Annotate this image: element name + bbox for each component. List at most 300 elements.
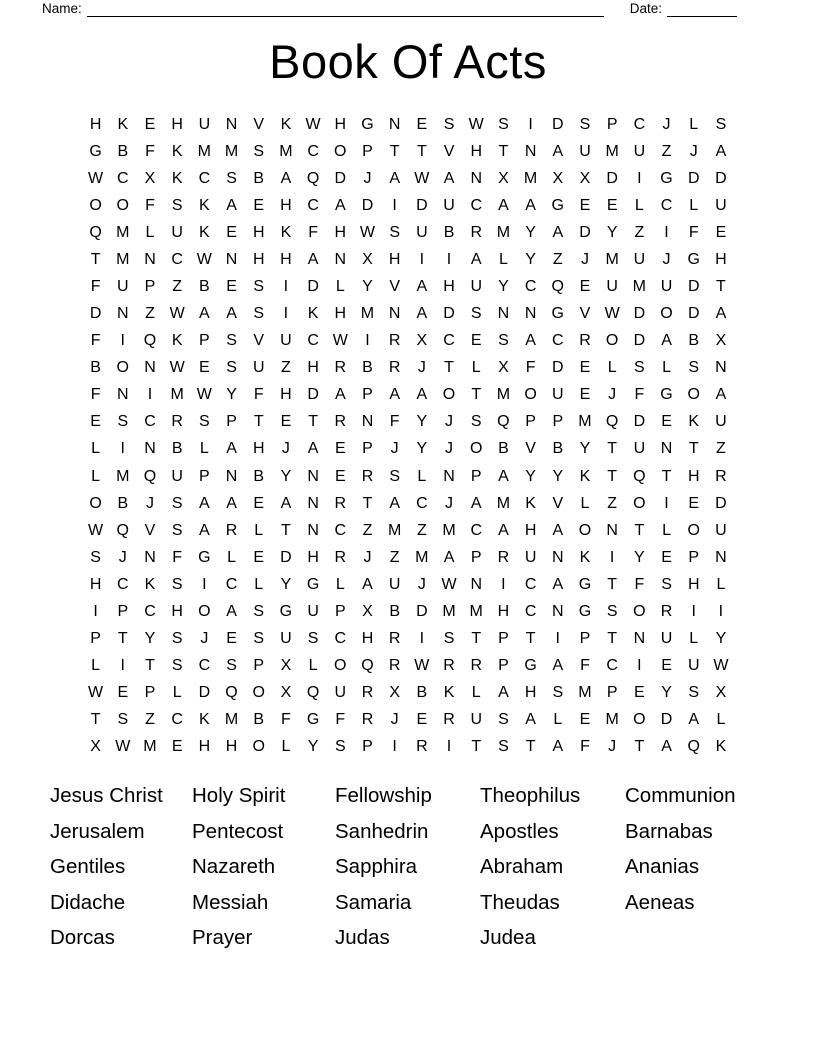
- grid-letter: B: [498, 440, 509, 458]
- grid-letter: N: [606, 521, 618, 539]
- grid-letter: M: [496, 386, 511, 404]
- grid-letter: C: [443, 332, 455, 350]
- word-list-column: [335, 778, 480, 956]
- grid-letter: J: [390, 711, 399, 729]
- grid-letter: O: [198, 602, 211, 620]
- grid-letter: A: [334, 386, 346, 404]
- header: [42, 1, 737, 17]
- name-label: Name:: [42, 1, 82, 16]
- grid-letter: F: [145, 196, 155, 214]
- grid-letter: K: [280, 115, 292, 133]
- grid-letter: O: [578, 521, 592, 539]
- grid-letter: Q: [633, 467, 646, 485]
- grid-letter: Y: [606, 223, 618, 241]
- grid-letter: M: [224, 711, 239, 729]
- grid-letter: A: [715, 305, 727, 323]
- grid-letter: X: [362, 602, 373, 620]
- grid-letter: W: [115, 738, 131, 756]
- word-item: Sanhedrin: [335, 819, 429, 843]
- grid-letter: A: [552, 657, 564, 675]
- grid-letter: Q: [143, 467, 157, 485]
- grid-letter: A: [525, 711, 536, 729]
- grid-letter: Z: [145, 305, 155, 323]
- grid-letter: S: [253, 142, 265, 160]
- grid-letter: L: [689, 115, 699, 133]
- grid-letter: O: [660, 305, 673, 323]
- grid-letter: N: [144, 548, 156, 566]
- grid-letter: P: [362, 738, 373, 756]
- grid-letter: D: [198, 684, 211, 702]
- grid-letter: L: [335, 575, 345, 593]
- grid-letter: T: [661, 467, 672, 485]
- grid-letter: R: [388, 630, 401, 648]
- grid-letter: P: [498, 657, 509, 675]
- grid-letter: P: [498, 630, 509, 648]
- grid-letter: N: [144, 359, 156, 377]
- grid-letter: R: [334, 359, 347, 377]
- grid-letter: C: [171, 250, 183, 268]
- grid-letter: A: [552, 142, 564, 160]
- grid-letter: E: [661, 548, 672, 566]
- grid-letter: F: [525, 359, 536, 377]
- grid-letter: C: [524, 602, 537, 620]
- grid-letter: M: [387, 521, 402, 539]
- grid-letter: X: [498, 359, 509, 377]
- grid-letter: N: [715, 548, 727, 566]
- grid-letter: O: [524, 386, 537, 404]
- grid-letter: F: [281, 711, 291, 729]
- grid-letter: M: [224, 142, 239, 160]
- grid-letter: C: [144, 602, 156, 620]
- grid-letter: Y: [416, 413, 428, 431]
- word-item: Prayer: [192, 926, 253, 949]
- grid-letter: A: [661, 738, 672, 756]
- grid-letter: Q: [687, 738, 700, 756]
- grid-letter: P: [470, 548, 482, 566]
- grid-letter: C: [198, 169, 211, 187]
- grid-letter: A: [552, 738, 564, 756]
- name-blank-line: [87, 1, 604, 17]
- grid-letter: B: [389, 602, 400, 620]
- grid-letter: C: [470, 521, 482, 539]
- grid-letter: I: [202, 575, 207, 593]
- grid-letter: A: [525, 196, 536, 214]
- grid-letter: T: [362, 494, 373, 512]
- grid-letter: L: [471, 359, 481, 377]
- grid-letter: G: [361, 115, 374, 133]
- grid-letter: Z: [661, 142, 672, 160]
- grid-letter: L: [607, 359, 617, 377]
- grid-letter: Q: [143, 332, 157, 350]
- grid-letter: A: [715, 386, 727, 404]
- grid-letter: H: [280, 250, 292, 268]
- grid-letter: U: [280, 630, 292, 648]
- grid-letter: J: [445, 440, 454, 458]
- grid-letter: Y: [525, 250, 536, 268]
- word-item: Theudas: [480, 890, 560, 914]
- grid-letter: E: [606, 196, 618, 214]
- grid-letter: U: [687, 657, 700, 675]
- grid-letter: S: [552, 684, 564, 702]
- grid-letter: K: [171, 169, 183, 187]
- grid-letter: M: [415, 548, 429, 566]
- grid-letter: T: [389, 142, 400, 160]
- grid-letter: K: [579, 548, 591, 566]
- grid-letter: Y: [362, 278, 373, 295]
- grid-letter: C: [117, 575, 129, 593]
- grid-letter: A: [416, 386, 428, 404]
- grid-letter: J: [281, 440, 290, 458]
- grid-letter: K: [280, 223, 292, 241]
- grid-letter: A: [688, 711, 700, 729]
- grid-letter: D: [552, 359, 564, 377]
- grid-letter: E: [171, 738, 183, 756]
- grid-letter: I: [147, 386, 153, 404]
- grid-letter: H: [524, 684, 537, 702]
- grid-letter: P: [470, 467, 482, 485]
- grid-letter: U: [470, 278, 482, 295]
- grid-letter: H: [307, 359, 319, 377]
- grid-letter: X: [144, 169, 156, 187]
- grid-letter: A: [470, 494, 482, 512]
- grid-letter: C: [117, 169, 129, 187]
- grid-letter: Y: [280, 575, 292, 593]
- grid-letter: Z: [716, 440, 726, 458]
- grid-letter: U: [715, 196, 727, 214]
- grid-letter: C: [307, 332, 319, 350]
- grid-letter: S: [389, 223, 400, 241]
- grid-letter: S: [199, 413, 210, 431]
- grid-letter: T: [90, 711, 101, 729]
- grid-letter: P: [552, 413, 564, 431]
- grid-letter: N: [361, 413, 374, 431]
- grid-letter: A: [199, 521, 210, 539]
- grid-letter: T: [308, 413, 318, 431]
- grid-letter: R: [470, 657, 482, 675]
- grid-letter: J: [390, 440, 399, 458]
- grid-letter: P: [90, 630, 101, 648]
- grid-letter: A: [443, 169, 455, 187]
- word-item: Samaria: [335, 890, 412, 914]
- grid-letter: G: [660, 169, 673, 187]
- word-item: Apostles: [480, 819, 559, 843]
- grid-letter: A: [715, 142, 727, 160]
- grid-letter: S: [253, 305, 265, 323]
- grid-letter: A: [280, 494, 292, 512]
- grid-letter: S: [498, 711, 509, 729]
- grid-letter: S: [171, 630, 183, 648]
- grid-letter: D: [715, 169, 727, 187]
- grid-letter: V: [443, 142, 455, 160]
- grid-letter: P: [144, 684, 156, 702]
- word-item: Sapphira: [335, 855, 418, 878]
- grid-letter: E: [579, 196, 591, 214]
- grid-letter: Z: [172, 278, 183, 295]
- word-search-grid: [82, 111, 735, 761]
- grid-letter: F: [172, 548, 183, 566]
- grid-letter: U: [633, 142, 646, 160]
- grid-letter: A: [389, 494, 400, 512]
- word-item: Gentiles: [50, 855, 126, 878]
- grid-letter: B: [171, 440, 183, 458]
- grid-letter: J: [417, 575, 426, 593]
- grid-letter: S: [171, 521, 183, 539]
- grid-letter: A: [552, 521, 564, 539]
- grid-letter: Y: [661, 684, 672, 702]
- grid-letter: M: [116, 250, 130, 268]
- grid-letter: U: [470, 711, 482, 729]
- grid-letter: R: [497, 548, 510, 566]
- grid-letter: X: [416, 332, 428, 350]
- grid-letter: J: [417, 359, 426, 377]
- grid-letter: J: [118, 548, 127, 566]
- grid-letter: U: [198, 115, 211, 133]
- grid-letter: H: [89, 575, 102, 593]
- grid-letter: A: [362, 575, 373, 593]
- grid-letter: I: [419, 630, 425, 648]
- grid-letter: F: [634, 386, 645, 404]
- grid-letter: O: [116, 359, 129, 377]
- grid-letter: E: [90, 413, 101, 431]
- grid-letter: H: [524, 521, 537, 539]
- word-item: Holy Spirit: [192, 784, 286, 807]
- grid-letter: T: [416, 142, 427, 160]
- grid-letter: I: [392, 738, 397, 756]
- grid-letter: X: [280, 657, 292, 675]
- grid-letter: I: [664, 223, 669, 241]
- grid-letter: M: [496, 494, 511, 512]
- grid-letter: T: [634, 738, 645, 756]
- grid-letter: G: [89, 142, 102, 160]
- word-item: Fellowship: [335, 784, 432, 807]
- grid-letter: T: [525, 630, 536, 648]
- grid-letter: K: [171, 142, 183, 160]
- grid-letter: H: [252, 223, 265, 241]
- grid-letter: S: [334, 738, 346, 756]
- grid-letter: S: [688, 684, 700, 702]
- grid-letter: C: [307, 142, 319, 160]
- grid-letter: H: [334, 305, 347, 323]
- grid-letter: T: [117, 630, 128, 648]
- grid-letter: V: [389, 278, 400, 295]
- grid-letter: T: [471, 738, 482, 756]
- grid-letter: O: [116, 196, 129, 214]
- word-item: Judea: [480, 926, 536, 949]
- grid-letter: H: [687, 467, 700, 485]
- grid-letter: E: [253, 196, 265, 214]
- grid-letter: S: [253, 602, 265, 620]
- grid-letter: R: [388, 359, 401, 377]
- grid-letter: J: [363, 548, 372, 566]
- grid-letter: E: [280, 413, 292, 431]
- grid-letter: W: [468, 115, 484, 133]
- grid-letter: V: [525, 440, 536, 458]
- grid-letter: T: [145, 657, 155, 675]
- grid-letter: G: [551, 305, 564, 323]
- grid-letter: A: [498, 196, 509, 214]
- grid-letter: L: [91, 440, 101, 458]
- grid-letter: T: [253, 413, 264, 431]
- grid-letter: J: [445, 413, 454, 431]
- grid-letter: Z: [362, 521, 373, 539]
- grid-letter: V: [579, 305, 591, 323]
- grid-letter: W: [414, 657, 430, 675]
- grid-letter: S: [470, 305, 482, 323]
- grid-letter: L: [662, 359, 671, 377]
- grid-letter: M: [496, 223, 511, 241]
- grid-letter: I: [555, 630, 560, 648]
- grid-letter: Z: [552, 250, 563, 268]
- grid-letter: Y: [525, 223, 536, 241]
- grid-letter: N: [443, 467, 455, 485]
- grid-letter: U: [416, 223, 428, 241]
- grid-letter: S: [226, 657, 237, 675]
- grid-letter: N: [552, 602, 564, 620]
- grid-letter: I: [609, 548, 615, 566]
- grid-letter: B: [362, 359, 373, 377]
- grid-letter: U: [524, 548, 537, 566]
- grid-letter: A: [661, 332, 672, 350]
- grid-letter: R: [361, 711, 374, 729]
- grid-letter: L: [91, 657, 101, 675]
- grid-letter: D: [307, 278, 319, 295]
- grid-letter: T: [634, 521, 645, 539]
- grid-letter: U: [633, 250, 646, 268]
- word-item: Nazareth: [192, 855, 276, 878]
- grid-letter: D: [552, 115, 564, 133]
- grid-letter: X: [90, 738, 101, 756]
- grid-letter: Z: [145, 711, 155, 729]
- grid-letter: Z: [634, 223, 645, 241]
- grid-letter: E: [199, 359, 210, 377]
- grid-letter: F: [145, 142, 155, 160]
- grid-letter: G: [524, 657, 537, 675]
- grid-letter: O: [334, 142, 347, 160]
- grid-letter: P: [226, 413, 237, 431]
- grid-letter: S: [226, 359, 237, 377]
- grid-letter: F: [90, 332, 101, 350]
- word-item: Ananias: [625, 855, 700, 878]
- grid-letter: S: [443, 115, 455, 133]
- grid-letter: L: [471, 684, 481, 702]
- grid-letter: R: [443, 711, 455, 729]
- grid-letter: E: [416, 711, 428, 729]
- grid-letter: I: [528, 115, 533, 133]
- grid-letter: A: [525, 332, 536, 350]
- grid-letter: P: [199, 332, 210, 350]
- grid-letter: E: [334, 467, 346, 485]
- word-item: Dorcas: [50, 926, 115, 949]
- grid-letter: O: [252, 738, 265, 756]
- grid-letter: I: [283, 278, 289, 295]
- grid-letter: B: [253, 467, 265, 485]
- grid-letter: O: [633, 494, 646, 512]
- grid-letter: Z: [607, 494, 618, 512]
- grid-letter: E: [144, 115, 156, 133]
- grid-letter: L: [308, 657, 318, 675]
- grid-letter: S: [307, 630, 319, 648]
- grid-letter: E: [416, 115, 428, 133]
- grid-letter: L: [689, 196, 699, 214]
- grid-letter: U: [715, 521, 727, 539]
- grid-letter: D: [633, 332, 646, 350]
- grid-letter: G: [198, 548, 211, 566]
- grid-letter: Q: [116, 521, 129, 539]
- grid-letter: T: [281, 521, 291, 539]
- grid-letter: N: [388, 115, 401, 133]
- grid-letter: F: [389, 413, 400, 431]
- grid-letter: Q: [497, 413, 510, 431]
- grid-letter: A: [199, 494, 210, 512]
- grid-letter: O: [687, 386, 700, 404]
- grid-letter: W: [196, 386, 212, 404]
- grid-letter: W: [414, 169, 430, 187]
- grid-letter: S: [443, 630, 455, 648]
- grid-letter: D: [416, 602, 428, 620]
- grid-letter: C: [144, 413, 156, 431]
- grid-letter: F: [308, 223, 318, 241]
- grid-letter: R: [715, 467, 727, 485]
- grid-letter: W: [169, 305, 185, 323]
- grid-letter: Q: [306, 169, 320, 187]
- grid-letter: C: [225, 575, 238, 593]
- word-list-column: [480, 778, 625, 956]
- grid-letter: E: [253, 494, 265, 512]
- grid-letter: M: [632, 278, 646, 295]
- grid-letter: X: [715, 684, 727, 702]
- grid-letter: A: [280, 169, 292, 187]
- grid-letter: K: [443, 684, 455, 702]
- grid-letter: T: [607, 630, 618, 648]
- grid-letter: T: [525, 738, 536, 756]
- grid-letter: K: [525, 494, 536, 512]
- grid-letter: A: [416, 278, 428, 295]
- grid-letter: I: [501, 575, 506, 593]
- grid-letter: D: [687, 305, 700, 323]
- grid-letter: E: [661, 657, 672, 675]
- grid-letter: E: [334, 440, 346, 458]
- grid-letter: C: [171, 711, 183, 729]
- grid-letter: H: [443, 278, 455, 295]
- puzzle-title: Book Of Acts: [269, 35, 547, 88]
- grid-letter: W: [88, 169, 104, 187]
- grid-letter: S: [661, 575, 672, 593]
- grid-letter: N: [470, 575, 482, 593]
- grid-letter: U: [579, 142, 591, 160]
- grid-letter: D: [715, 494, 727, 512]
- grid-letter: E: [253, 548, 265, 566]
- grid-letter: J: [608, 386, 617, 404]
- grid-letter: H: [334, 115, 347, 133]
- grid-letter: C: [524, 278, 537, 295]
- grid-letter: H: [89, 115, 102, 133]
- grid-letter: A: [226, 602, 237, 620]
- grid-letter: L: [281, 738, 291, 756]
- grid-letter: R: [660, 602, 673, 620]
- grid-letter: F: [90, 278, 101, 295]
- grid-letter: E: [117, 684, 129, 702]
- grid-letter: N: [117, 386, 129, 404]
- grid-letter: U: [252, 359, 265, 377]
- grid-letter: A: [307, 250, 319, 268]
- grid-letter: W: [359, 223, 376, 241]
- grid-letter: P: [199, 467, 210, 485]
- grid-letter: A: [389, 169, 400, 187]
- grid-letter: I: [446, 738, 452, 756]
- grid-letter: B: [416, 684, 428, 702]
- grid-letter: S: [90, 548, 101, 566]
- grid-letter: K: [715, 738, 727, 756]
